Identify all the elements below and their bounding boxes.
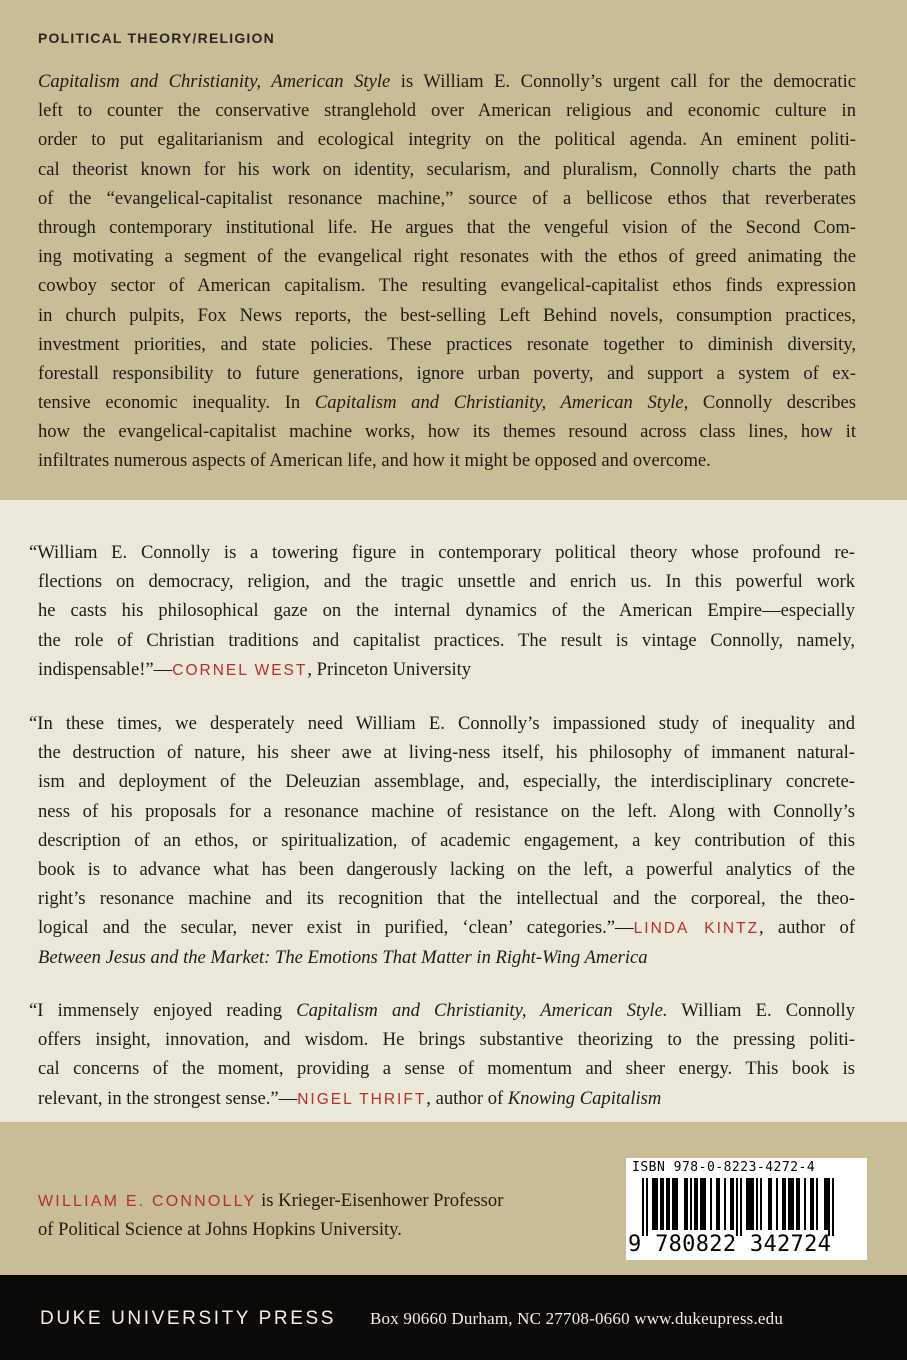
- blurb-line: “In these times, we desperately need William E. Connolly’s impassioned study of inequality and: [29, 713, 855, 734]
- barcode-digits: 9 780822 342724: [628, 1232, 832, 1257]
- isbn-label: ISBN 978-0-8223-4272-4: [632, 1160, 816, 1175]
- blurb-line: logical and the secular, never exist in purified, ‘clean’ categories.”—LINDA KINTZ, author of: [38, 917, 856, 939]
- blurb-line: flections on democracy, religion, and the tragic unsettle and enrich us. In this powerful work: [38, 571, 855, 593]
- category-label: POLITICAL THEORY/RELIGION: [38, 30, 275, 46]
- description-line: forestall responsibility to future generations, ignore urban poverty, and support a system of ex-: [38, 362, 856, 384]
- publisher-name: DUKE UNIVERSITY PRESS: [40, 1308, 337, 1329]
- blurb-line: “William E. Connolly is a towering figure in contemporary political theory whose profound re-: [29, 542, 855, 563]
- barcode-bar: [776, 1178, 778, 1230]
- barcode-bar: [642, 1178, 644, 1236]
- description-line: tensive economic inequality. In Capitalism and Christianity, American Style, Connolly describes: [38, 392, 856, 414]
- blurb-nigel-thrift: [29, 996, 855, 1113]
- barcode-bar: [804, 1178, 806, 1230]
- barcode-bar: [672, 1178, 678, 1230]
- book-description: [38, 67, 856, 476]
- blurb-line: cal concerns of the moment, providing a sense of momentum and sheer energy. This book is: [38, 1058, 855, 1080]
- description-line: order to put egalitarianism and ecological integrity on the political agenda. An eminent politi-: [38, 129, 856, 151]
- barcode-bar: [788, 1178, 794, 1230]
- blurb-line: “I immensely enjoyed reading Capitalism and Christianity, American Style. William E. Connolly: [29, 1000, 855, 1021]
- barcode-bar: [832, 1178, 834, 1236]
- blurb-line: Between Jesus and the Market: The Emotions That Matter in Right-Wing America: [38, 946, 648, 968]
- barcode-bar: [694, 1178, 698, 1230]
- blurb-line: offers insight, innovation, and wisdom. He brings substantive theorizing to the pressing politi-: [38, 1029, 855, 1051]
- blurb-line: indispensable!”—CORNEL WEST, Princeton University: [38, 658, 472, 680]
- barcode-bar: [740, 1178, 742, 1236]
- barcode-bar: [730, 1178, 734, 1230]
- description-line: investment priorities, and state policies. These practices resonate together to diminish diversity,: [38, 333, 856, 355]
- description-line: in church pulpits, Fox News reports, the best-selling Left Behind novels, consumption practices,: [38, 304, 856, 326]
- barcode-bar: [782, 1178, 786, 1230]
- blurb-line: he casts his philosophical gaze on the internal dynamics of the American Empire—especially: [38, 600, 855, 622]
- description-line: how the evangelical-capitalist machine works, how its themes resound across class lines, how it: [38, 421, 856, 443]
- author-bio-line: WILLIAM E. CONNOLLY is Krieger-Eisenhower Professor: [38, 1190, 504, 1211]
- barcode-bar: [768, 1178, 772, 1230]
- blurb-line: relevant, in the strongest sense.”—NIGEL THRIFT, author of Knowing Capitalism: [38, 1087, 662, 1109]
- blurb-line: the role of Christian traditions and capitalist practices. The result is vintage Connolly, namely,: [38, 629, 855, 651]
- barcode-bar: [746, 1178, 754, 1230]
- description-line: cowboy sector of American capitalism. The resulting evangelical-capitalist ethos finds expression: [38, 275, 856, 297]
- barcode-bar: [810, 1178, 814, 1230]
- blurb-line: book is to advance what has been dangerously lacking on the left, a powerful analytics of the: [38, 858, 855, 880]
- barcode-bar: [690, 1178, 692, 1230]
- description-line: left to counter the conservative stranglehold over American religious and economic culture in: [38, 100, 856, 122]
- blurb-line: ism and deployment of the Deleuzian assemblage, and, especially, the interdisciplinary concrete-: [38, 771, 855, 793]
- blurb-cornel-west: [29, 538, 855, 684]
- barcode-bar: [710, 1178, 712, 1230]
- author-name: WILLIAM E. CONNOLLY: [38, 1193, 257, 1210]
- barcode-bar: [796, 1178, 800, 1230]
- barcode-bar: [700, 1178, 706, 1230]
- description-line: of the “evangelical-capitalist resonance machine,” source of a bellicose ethos that reverberates: [38, 187, 856, 209]
- description-line: infiltrates numerous aspects of American life, and how it might be opposed and overcome.: [38, 450, 711, 472]
- barcode-bar: [756, 1178, 758, 1230]
- barcode-bar: [816, 1178, 818, 1230]
- blurb-line: ness of his proposals for a resonance machine of resistance on the left. Along with Connolly’s: [38, 800, 855, 822]
- barcode-bar: [646, 1178, 648, 1236]
- barcode-bar: [652, 1178, 658, 1230]
- blurb-linda-kintz: [29, 709, 855, 972]
- barcode-bar: [716, 1178, 720, 1230]
- barcode-bar: [824, 1178, 828, 1230]
- barcode-bar: [666, 1178, 670, 1230]
- blurb-line: description of an ethos, or spiritualization, of academic engagement, a key contribution of this: [38, 829, 855, 851]
- barcode-bar: [724, 1178, 726, 1230]
- description-line: cal theorist known for his work on identity, secularism, and pluralism, Connolly charts the path: [38, 158, 856, 180]
- barcode-bar: [760, 1178, 762, 1230]
- author-bio-line: of Political Science at Johns Hopkins University.: [38, 1219, 402, 1240]
- description-line: Capitalism and Christianity, American Style is William E. Connolly’s urgent call for the democratic: [38, 71, 857, 92]
- barcode-bar: [828, 1178, 830, 1236]
- blurber-name: CORNEL WEST: [172, 661, 308, 679]
- blurb-line: right’s resonance machine and its recognition that the intellectual and the corporeal, the theo-: [38, 888, 855, 910]
- blurb-line: the destruction of nature, his sheer awe at living-ness itself, his philosophy of immanent natural-: [38, 742, 855, 764]
- barcode-bars: [640, 1178, 860, 1236]
- blurber-name: NIGEL THRIFT: [297, 1090, 427, 1108]
- blurber-name: LINDA KINTZ: [633, 920, 760, 938]
- isbn-barcode: [626, 1158, 867, 1260]
- barcode-bar: [660, 1178, 664, 1230]
- publisher-address: Box 90660 Durham, NC 27708-0660 www.dukeupress.edu: [370, 1309, 784, 1328]
- description-line: through contemporary institutional life. He argues that the vengeful vision of the Second Com-: [38, 216, 856, 238]
- barcode-bar: [736, 1178, 738, 1236]
- description-line: ing motivating a segment of the evangelical right resonates with the ethos of greed animating the: [38, 246, 856, 268]
- author-bio: [38, 1187, 503, 1244]
- barcode-bar: [684, 1178, 688, 1230]
- footer-bar: [0, 1275, 907, 1360]
